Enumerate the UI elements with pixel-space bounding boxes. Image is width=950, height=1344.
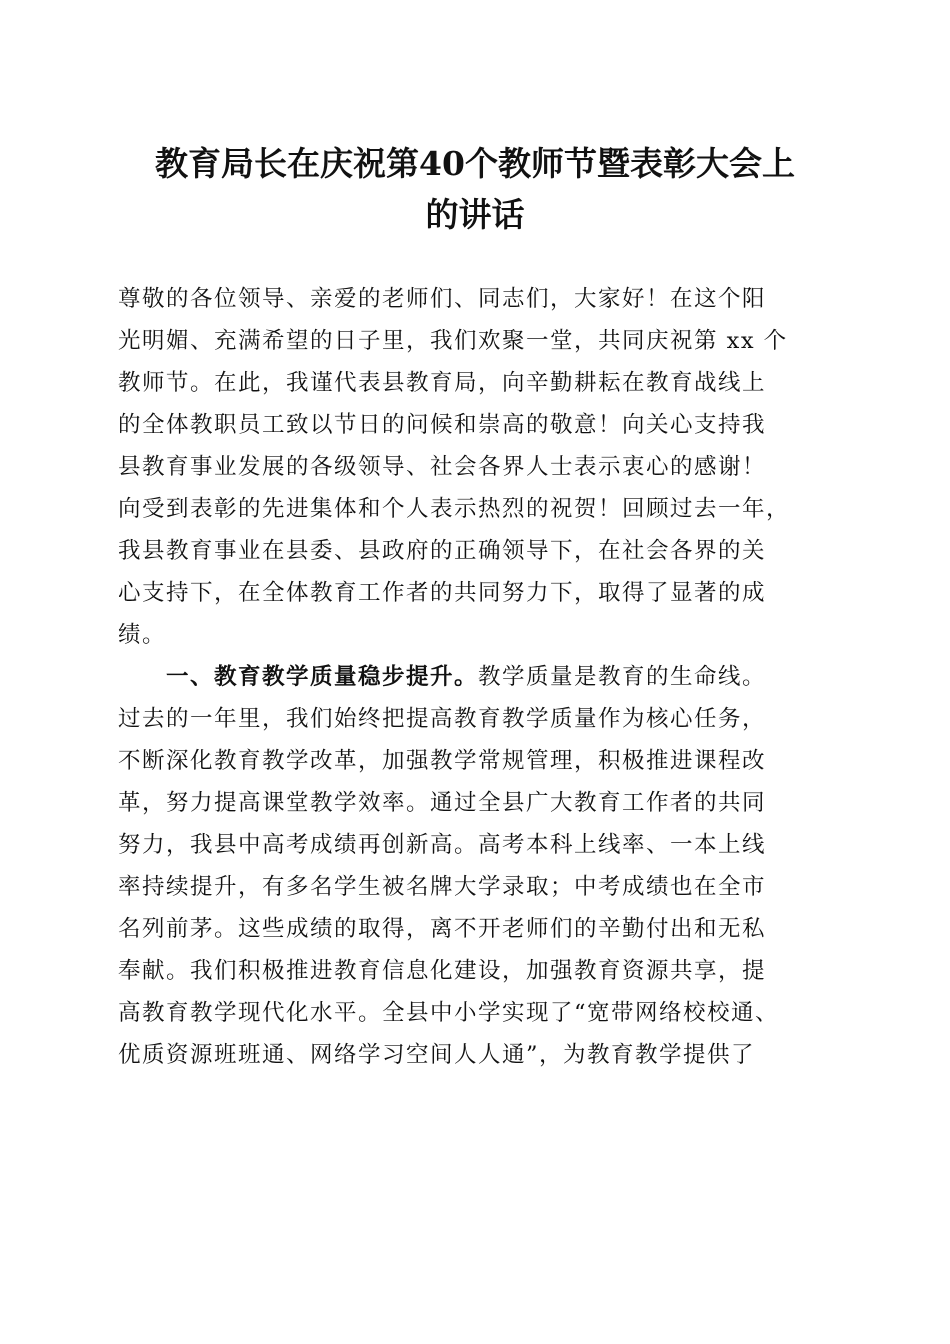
section-heading-rest: 教学质量是教育的生命线。 xyxy=(478,664,767,690)
text-line: 率持续提升，有多名学生被名牌大学录取；中考成绩也在全市 xyxy=(118,874,767,900)
text-line: 名列前茅。这些成绩的取得，离不开老师们的辛勤付出和无私 xyxy=(118,916,767,942)
text-line: 奉献。我们积极推进教育信息化建设，加强教育资源共享，提 xyxy=(118,958,767,984)
title-line-1: 教育局长在庆祝第40个教师节暨表彰大会上 xyxy=(155,144,795,183)
text-line: 向受到表彰的先进集体和个人表示热烈的祝贺！回顾过去一年， xyxy=(118,496,791,522)
paragraph-opening xyxy=(118,278,838,656)
document-title xyxy=(110,138,840,240)
text-line: 过去的一年里，我们始终把提高教育教学质量作为核心任务， xyxy=(118,706,767,732)
text-line: 革，努力提高课堂教学效率。通过全县广大教育工作者的共同 xyxy=(118,790,767,816)
text-line: 的全体教职员工致以节日的问候和崇高的敬意！向关心支持我 xyxy=(118,412,767,438)
text-line: 不断深化教育教学改革，加强教学常规管理，积极推进课程改 xyxy=(118,748,767,774)
text-line-first xyxy=(118,656,838,698)
text-line: 努力，我县中高考成绩再创新高。高考本科上线率、一本上线 xyxy=(118,832,767,858)
paragraph-quality xyxy=(118,656,838,1076)
text-line: 尊敬的各位领导、亲爱的老师们、同志们，大家好！在这个阳 xyxy=(118,286,767,312)
section-heading: 一、教育教学质量稳步提升。 xyxy=(166,664,479,690)
document-body xyxy=(118,278,838,1076)
text-line: 光明媚、充满希望的日子里，我们欢聚一堂，共同庆祝第 xx 个 xyxy=(118,328,788,354)
text-line: 高教育教学现代化水平。全县中小学实现了“宽带网络校校通、 xyxy=(118,1000,780,1026)
text-line: 我县教育事业在县委、县政府的正确领导下，在社会各界的关 xyxy=(118,538,767,564)
text-line: 县教育事业发展的各级领导、社会各界人士表示衷心的感谢！ xyxy=(118,454,767,480)
text-line: 绩。 xyxy=(118,622,167,648)
title-line-2: 的讲话 xyxy=(425,195,525,234)
text-line: 心支持下，在全体教育工作者的共同努力下，取得了显著的成 xyxy=(118,580,767,606)
text-line: 教师节。在此，我谨代表县教育局，向辛勤耕耘在教育战线上 xyxy=(118,370,767,396)
text-line: 优质资源班班通、网络学习空间人人通”，为教育教学提供了 xyxy=(118,1042,756,1068)
